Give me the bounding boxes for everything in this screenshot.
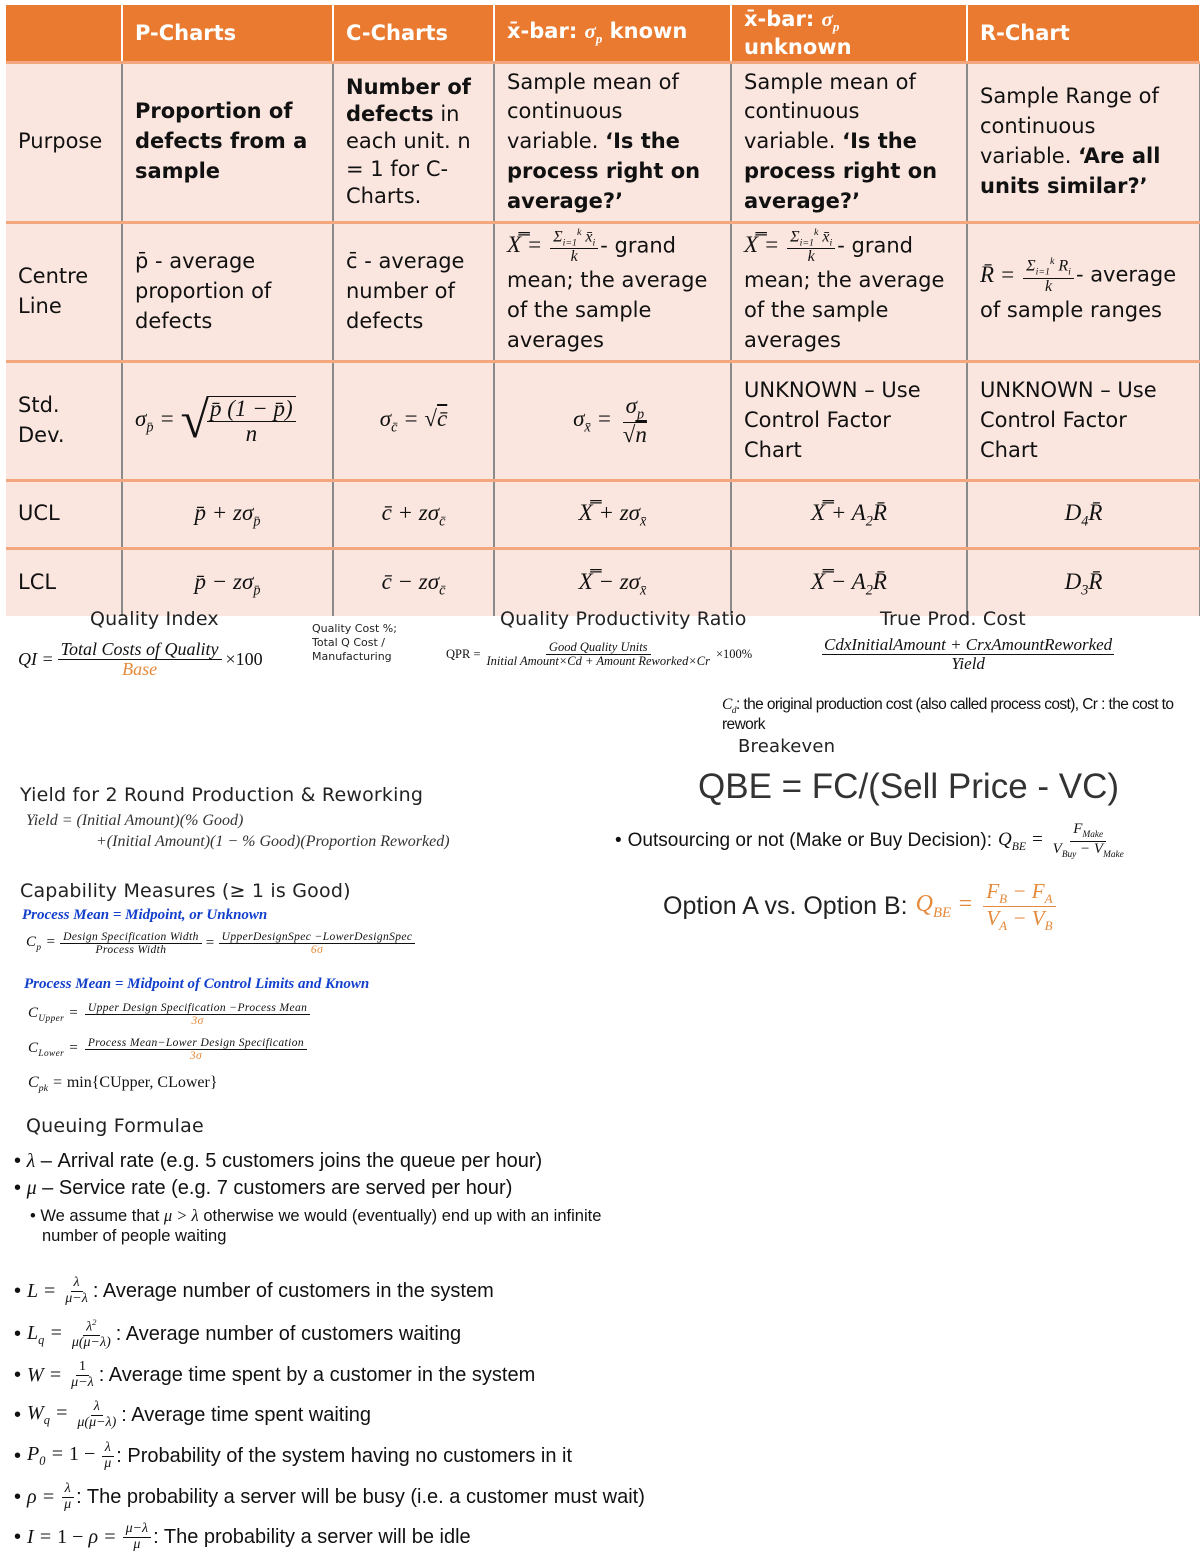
- lcl-xbar-known: X̿ − $z\sigma_{x̄}$: [494, 548, 731, 616]
- quality-index-title: Quality Index: [90, 608, 219, 630]
- ucl-r-chart: $D_4R̄$: [967, 480, 1200, 548]
- queuing-title: Queuing Formulae: [26, 1115, 204, 1137]
- true-cost-title: True Prod. Cost: [880, 608, 1026, 630]
- purpose-r-chart: Sample Range of continuous variable. ‘Are all units similar?’: [967, 62, 1200, 222]
- centre-xbar-unknown: X̿ = $\frac{\Sigma_{i=1}^k x̄_i}{k}$ - grand mean; the average of the sample averages: [731, 222, 967, 361]
- queue-Wq-item: • $W_q$ = $\frac{\lambda}{\mu(\mu-\lambda)}$ : Average time spent waiting: [14, 1399, 372, 1430]
- make-buy-formula: • Outsourcing or not (Make or Buy Decision): $Q_{BE}$ = $\frac{F_{Make}}{V_{Buy} - V_{Make}}$: [615, 821, 1124, 860]
- yield-line-2: +(Initial Amount)(1 − % Good)(Proportion Reworked): [96, 833, 450, 850]
- ucl-c-chart: c̄ + $z\sigma_{c̄}$: [333, 480, 494, 548]
- header-c-charts: C-Charts: [333, 5, 494, 62]
- capability-case-1: Process Mean = Midpoint, or Unknown: [22, 907, 268, 923]
- stddev-p-chart: $\sigma_{p̄}$ = √ $\frac{p̄ (1 - p̄)}{n}$: [122, 361, 333, 480]
- stddev-xbar-unknown: UNKNOWN – Use Control Factor Chart: [731, 361, 967, 480]
- average-range-formula: R̄ = $\frac{\Sigma_{i=1}^k R_i}{k}$: [980, 262, 1076, 287]
- stddev-r-chart: UNKNOWN – Use Control Factor Chart: [967, 361, 1200, 480]
- cpk-formula: $C_{pk}$ = min{CUpper, CLower}: [28, 1074, 218, 1095]
- lcl-p-chart: p̄ − $z\sigma_{p̄}$: [122, 548, 333, 616]
- lcl-r-chart: $D_3R̄$: [967, 548, 1200, 616]
- centre-c-chart: c̄ - average number of defects: [333, 222, 494, 361]
- true-cost-note: $C_d$: the original production cost (also called process cost), Cr : the cost to rework: [722, 696, 1174, 734]
- breakeven-title: Breakeven: [738, 736, 836, 757]
- ucl-xbar-known: X̿ + $z\sigma_{x̄}$: [494, 480, 731, 548]
- purpose-xbar-unknown: Sample mean of continuous variable. ‘Is the process right on average?’: [731, 62, 967, 222]
- lcl-c-chart: c̄ − $z\sigma_{c̄}$: [333, 548, 494, 616]
- qpr-title: Quality Productivity Ratio: [500, 608, 747, 630]
- capability-title: Capability Measures (≥ 1 is Good): [20, 880, 351, 902]
- queue-W-item: • W = $\frac{1}{\mu-\lambda}$ : Average time spent by a customer in the system: [14, 1359, 536, 1390]
- breakeven-formula: QBE = FC/(Sell Price - VC): [698, 767, 1120, 806]
- centre-p-chart: p̄ - average proportion of defects: [122, 222, 333, 361]
- header-r-chart: R-Chart: [967, 5, 1200, 62]
- queue-lambda-item: • λ – Arrival rate (e.g. 5 customers joins the queue per hour): [14, 1150, 543, 1172]
- row-centre-line: [6, 222, 1200, 361]
- purpose-p-chart: Proportion of defects from a sample: [122, 62, 333, 222]
- purpose-xbar-known: Sample mean of continuous variable. ‘Is the process right on average?’: [494, 62, 731, 222]
- lcl-xbar-unknown: X̿ − $A_2R̄$: [731, 548, 967, 616]
- quality-index-note: Quality Cost %; Total Q Cost / Manufacturing: [312, 622, 397, 663]
- ucl-p-chart: p̄ + $z\sigma_{p̄}$: [122, 480, 333, 548]
- row-label-ucl: UCL: [6, 480, 122, 548]
- row-std-dev: [6, 361, 1200, 480]
- header-p-charts: P-Charts: [122, 5, 333, 62]
- option-ab-formula: Option A vs. Option B: $Q_{BE}$ = $\frac{F_B - F_A}{V_A - V_B}$: [663, 880, 1058, 933]
- row-label-centre-line: Centre Line: [6, 222, 122, 361]
- yield-title: Yield for 2 Round Production & Reworking: [20, 784, 424, 806]
- c-upper-formula: $C_{Upper}$ = $\frac{\text{Upper Design Specification −Process Mean}}{3\sigma}$: [28, 1002, 316, 1027]
- c-lower-formula: $C_{Lower}$ = $\frac{\text{Process Mean−Lower Design Specification}}{3\sigma}$: [28, 1037, 313, 1062]
- true-cost-formula: $\frac{\text{CdxInitialAmount + CrxAmountReworked}}{\text{Yield}}$: [824, 635, 1113, 673]
- header-xbar-known: x̄-bar: $\sigma_p$ known: [494, 5, 731, 62]
- queue-mu-item: • μ – Service rate (e.g. 7 customers are served per hour): [14, 1177, 513, 1199]
- control-chart-table: [6, 5, 1200, 616]
- yield-line-1: Yield = (Initial Amount)(% Good): [26, 812, 244, 829]
- cp-formula: $C_p$ = $\frac{\text{Design Specification Width}}{\text{Process Width}}$ = $\frac{\text{UpperDesignSpec −LowerDesignSpec}}{6\sigma}$: [26, 931, 419, 956]
- queue-Lq-item: • $L_q$ = $\frac{\lambda^2}{\mu(\mu-\lambda)}$ : Average number of customers waiting: [14, 1317, 462, 1351]
- row-ucl: [6, 480, 1200, 548]
- capability-case-2: Process Mean = Midpoint of Control Limits and Known: [24, 976, 370, 992]
- row-label-std-dev: Std. Dev.: [6, 361, 122, 480]
- centre-r-chart: R̄ = $\frac{\Sigma_{i=1}^k R_i}{k}$ - average of sample ranges: [967, 222, 1200, 361]
- stddev-xbar-known: $\sigma_{x̄}$ = $\frac{\sigma_p}{√n}$: [494, 361, 731, 480]
- row-lcl: [6, 548, 1200, 616]
- quality-index-formula: QI = $\frac{\text{Total Costs of Quality}}{\text{Base}}$ ×100: [18, 639, 263, 679]
- queue-idle-item: • I = 1 − ρ = $\frac{\mu-\lambda}{\mu}$ : The probability a server will be idle: [14, 1521, 471, 1552]
- purpose-c-chart: Number of defects in each unit. n = 1 for C-Charts.: [333, 62, 494, 222]
- queue-rho-item: • ρ = $\frac{\lambda}{\mu}$ : The probability a server will be busy (i.e. a customer must wait): [14, 1481, 645, 1512]
- grand-mean-formula: X̿ = $\frac{\Sigma_{i=1}^k x̄_i}{k}$: [507, 232, 600, 257]
- header-xbar-unknown: x̄-bar: $\sigma_p$ unknown: [731, 5, 967, 62]
- qpr-formula: QPR = $\frac{\text{Good Quality Units}}{\text{Initial Amount×Cd + Amount Reworked×Cr}}$ ×100%: [446, 640, 753, 669]
- row-purpose: [6, 62, 1200, 222]
- ucl-xbar-unknown: X̿ + $A_2R̄$: [731, 480, 967, 548]
- queue-P0-item: • $P_0 = 1$ − $\frac{\lambda}{\mu}$ : Probability of the system having no customers in it: [14, 1440, 573, 1471]
- row-label-purpose: Purpose: [6, 62, 122, 222]
- table-header-row: [6, 5, 1200, 62]
- stddev-c-chart: $\sigma_{c̄}$ = √c̄: [333, 361, 494, 480]
- queue-assumption: • We assume that μ > λ otherwise we would (eventually) end up with an infinite number of people waiting: [30, 1206, 602, 1245]
- row-label-lcl: LCL: [6, 548, 122, 616]
- grand-mean-formula: X̿ = $\frac{\Sigma_{i=1}^k x̄_i}{k}$: [744, 232, 837, 257]
- queue-L-item: • L = $\frac{\lambda}{\mu-\lambda}$ : Average number of customers in the system: [14, 1275, 494, 1306]
- centre-xbar-known: X̿ = $\frac{\Sigma_{i=1}^k x̄_i}{k}$ - grand mean; the average of the sample averages: [494, 222, 731, 361]
- header-blank: [6, 5, 122, 62]
